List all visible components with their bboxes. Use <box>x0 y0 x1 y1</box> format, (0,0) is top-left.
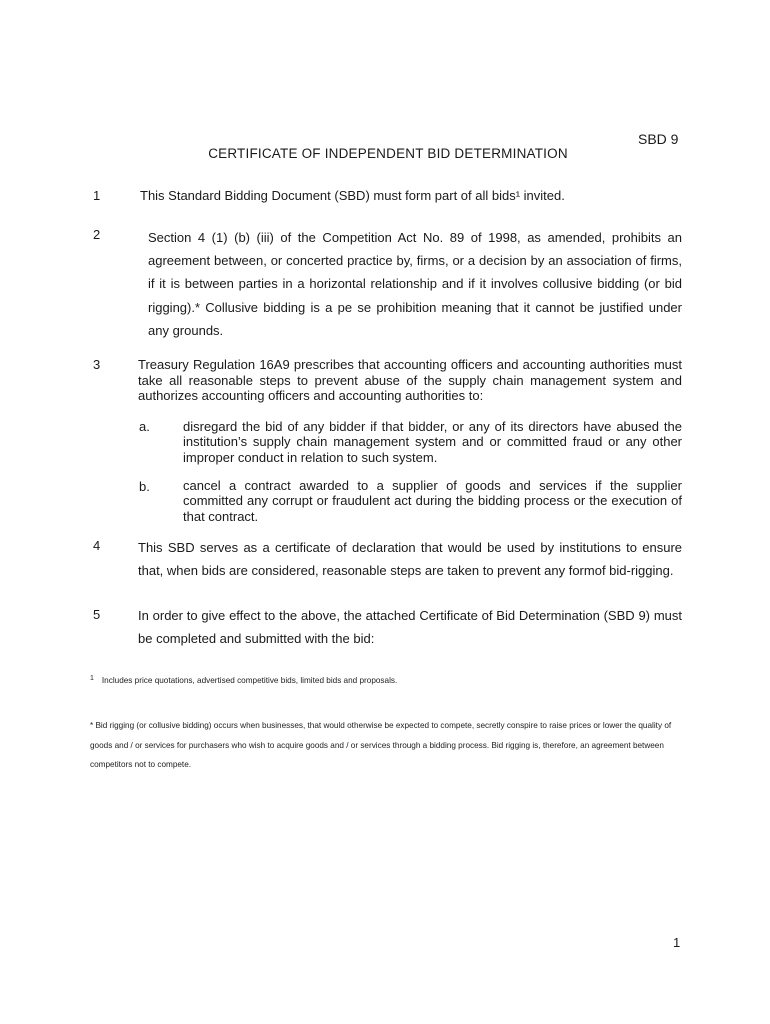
footnote-bid-rigging: * Bid rigging (or collusive bidding) occurs when businesses, that would otherwise be expected to compete, secretly conspire to raise prices or lower the quality of goods and / or services for purchasers who wish to acquire goods and / or services through a bidding process. Bid rigging is, therefore, an agreement between competitors not to compete. <box>90 721 672 770</box>
item-text: This SBD serves as a certificate of declaration that would be used by institutions to ensure that, when bids are considered, reasonable steps are taken to prevent any formof bid-rigging. <box>138 540 682 578</box>
item-number: 5 <box>93 607 101 622</box>
subitem-label: b. <box>139 479 150 494</box>
item-text: This Standard Bidding Document (SBD) must form part of all bids¹ invited. <box>140 188 565 203</box>
item-number: 1 <box>93 188 101 203</box>
item-text: Section 4 (1) (b) (iii) of the Competition Act No. 89 of 1998, as amended, prohibits an agreement between, or concerted practice by, firms, or a decision by an association of firms, if it is between parties in a horizontal relationship and if it involves collusive bidding (or bid rigging).* Collusive bidding is a pe se prohibition meaning that it cannot be justified under any grounds. <box>148 230 682 338</box>
item-text: Treasury Regulation 16A9 prescribes that accounting officers and accounting authorities must take all reasonable steps to prevent abuse of the supply chain management system and authorizes accounting officers and accounting authorities to: <box>138 357 682 404</box>
item-number: 2 <box>93 227 101 242</box>
footnote-marker: 1 <box>90 675 94 682</box>
page-number: 1 <box>673 935 681 950</box>
item-number: 3 <box>93 357 101 372</box>
item-text: In order to give effect to the above, the attached Certificate of Bid Determination (SBD 9) must be completed and submitted with the bid: <box>138 608 682 646</box>
subitem-text: cancel a contract awarded to a supplier of goods and services if the supplier committed any corrupt or fraudulent act during the bidding process or the execution of that contract. <box>183 478 682 524</box>
document-code: SBD 9 <box>638 131 679 147</box>
document-title: CERTIFICATE OF INDEPENDENT BID DETERMINATION <box>208 146 568 161</box>
item-number: 4 <box>93 538 101 553</box>
footnote-1 <box>90 676 397 685</box>
footnote-text: Includes price quotations, advertised competitive bids, limited bids and proposals. <box>101 676 398 685</box>
subitem-text: disregard the bid of any bidder if that bidder, or any of its directors have abused the institution’s supply chain management system and or committed fraud or any other improper conduct in relation to such system. <box>183 419 682 465</box>
subitem-label: a. <box>139 419 150 434</box>
